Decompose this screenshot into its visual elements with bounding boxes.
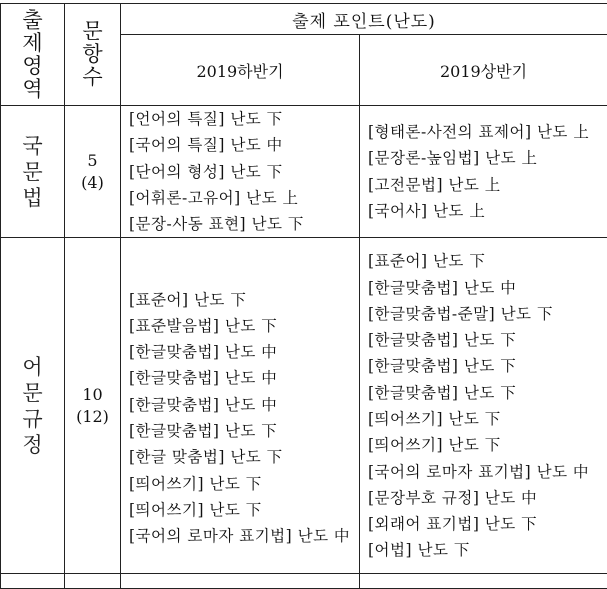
- list-item: [외래어 표기법] 난도 下: [368, 511, 601, 537]
- empty-cell: [1, 574, 65, 589]
- h2-items-cell: [121, 106, 360, 238]
- empty-cell: [121, 574, 360, 589]
- table-row-continued: [1, 574, 607, 589]
- table-row: [1, 106, 607, 238]
- table-row: [1, 238, 607, 574]
- area-header-char: 영: [1, 55, 64, 78]
- list-item: [한글맞춤법] 난도 中: [368, 275, 601, 301]
- h2-items-cell: [121, 238, 360, 574]
- list-item: [어휘론-고유어] 난도 上: [129, 185, 353, 211]
- h1-items-cell: [360, 238, 607, 574]
- list-item: [어법] 난도 下: [368, 537, 601, 563]
- list-item: [띄어쓰기] 난도 下: [368, 406, 601, 432]
- list-item: [띄어쓰기] 난도 下: [129, 471, 353, 497]
- area-char: 어: [1, 354, 64, 380]
- exam-points-table: [0, 3, 607, 589]
- area-header-char: 역: [1, 78, 64, 101]
- area-char: 문: [1, 380, 64, 406]
- area-cell: [1, 106, 65, 238]
- area-cell: [1, 238, 65, 574]
- list-item: [한글 맞춤법] 난도 下: [129, 444, 353, 470]
- list-item: [표준어] 난도 下: [129, 287, 353, 313]
- list-item: [국어의 특질] 난도 中: [129, 132, 353, 158]
- h1-items-cell: [360, 106, 607, 238]
- count-header-char: 수: [65, 66, 120, 89]
- list-item: [단어의 형성] 난도 下: [129, 159, 353, 185]
- list-item: [한글맞춤법] 난도 下: [368, 327, 601, 353]
- list-item: [문장부호 규정] 난도 中: [368, 485, 601, 511]
- area-header: [1, 4, 65, 106]
- list-item: [표준발음법] 난도 下: [129, 313, 353, 339]
- period-2019-h1-header: 2019상반기: [360, 35, 607, 106]
- area-char: 문: [1, 159, 64, 185]
- list-item: [띄어쓰기] 난도 下: [129, 497, 353, 523]
- list-item: [국어의 로마자 표기법] 난도 中: [368, 459, 601, 485]
- count-header: [65, 4, 121, 106]
- list-item: [언어의 특질] 난도 下: [129, 106, 353, 132]
- count-cell: [65, 238, 121, 574]
- question-count: 10: [65, 384, 120, 406]
- count-header-char: 문: [65, 20, 120, 43]
- question-count-previous: (12): [65, 406, 120, 428]
- list-item: [고전문법] 난도 上: [368, 172, 601, 198]
- area-char: 정: [1, 432, 64, 458]
- list-item: [형태론-사전의 표제어] 난도 上: [368, 119, 601, 145]
- area-header-char: 출: [1, 9, 64, 32]
- list-item: [한글맞춤법] 난도 中: [129, 339, 353, 365]
- list-item: [한글맞춤법] 난도 下: [368, 353, 601, 379]
- empty-cell: [360, 574, 607, 589]
- list-item: [국어의 로마자 표기법] 난도 中: [129, 523, 353, 549]
- area-char: 국: [1, 133, 64, 159]
- list-item: [한글맞춤법] 난도 下: [368, 380, 601, 406]
- list-item: [띄어쓰기] 난도 下: [368, 432, 601, 458]
- list-item: [표준어] 난도 下: [368, 248, 601, 274]
- list-item: [한글맞춤법] 난도 中: [129, 365, 353, 391]
- list-item: [한글맞춤법] 난도 下: [129, 418, 353, 444]
- count-header-char: 항: [65, 43, 120, 66]
- area-char: 규: [1, 406, 64, 432]
- header-row: [1, 4, 607, 35]
- period-2019-h2-header: 2019하반기: [121, 35, 360, 106]
- list-item: [한글맞춤법-준말] 난도 下: [368, 301, 601, 327]
- question-count-previous: (4): [65, 172, 120, 194]
- list-item: [한글맞춤법] 난도 中: [129, 392, 353, 418]
- question-count: 5: [65, 150, 120, 172]
- list-item: [국어사] 난도 上: [368, 198, 601, 224]
- list-item: [문장-사동 표현] 난도 下: [129, 211, 353, 237]
- empty-cell: [65, 574, 121, 589]
- area-header-char: 제: [1, 32, 64, 55]
- area-char: 법: [1, 185, 64, 211]
- count-cell: [65, 106, 121, 238]
- points-header: 출제 포인트(난도): [121, 4, 607, 35]
- list-item: [문장론-높임법] 난도 上: [368, 145, 601, 171]
